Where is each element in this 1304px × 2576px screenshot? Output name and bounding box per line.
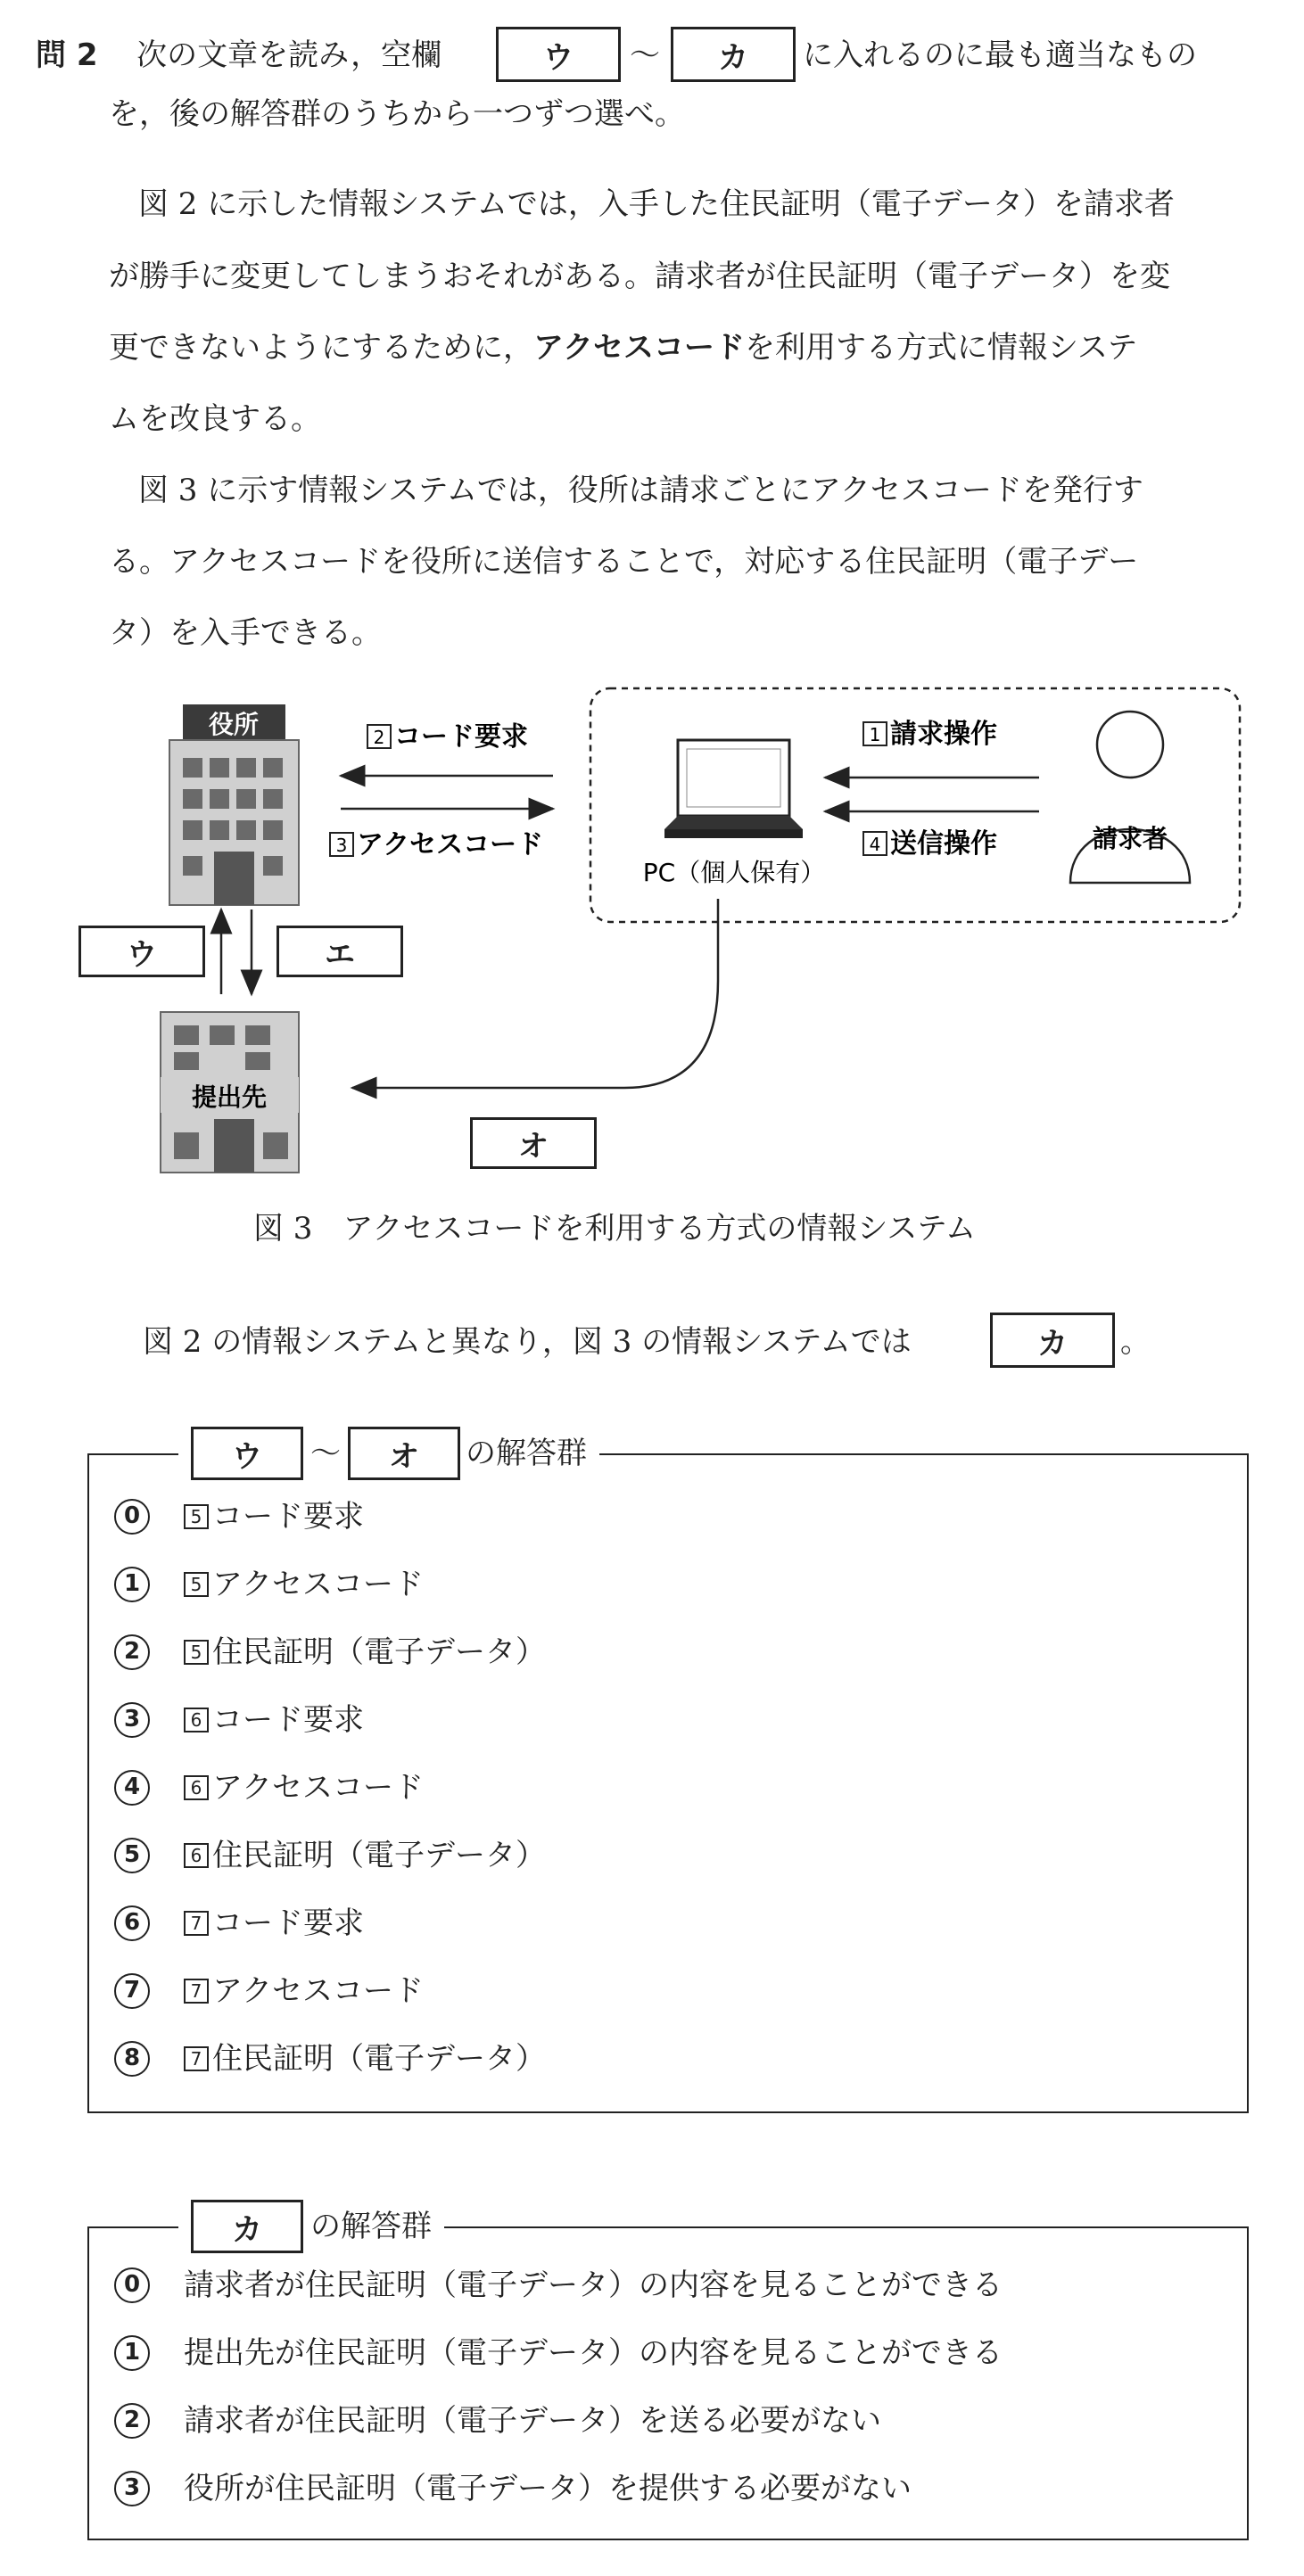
choice-number: 2	[114, 1634, 150, 1670]
choice-text: アクセスコード	[212, 1973, 424, 2009]
step-number-box: 5	[184, 1504, 209, 1529]
question-prompt-b: に入れるのに最も適当なもの	[803, 37, 1197, 73]
para2-line3: タ）を入手できる。	[109, 615, 382, 651]
access-code-term: アクセスコード	[533, 330, 745, 366]
para1-line2: が勝手に変更してしまうおそれがある。請求者が住民証明（電子データ）を変	[109, 259, 1170, 294]
choice-uo-6	[114, 1905, 364, 1941]
question-header	[36, 37, 442, 73]
choice-number: 7	[114, 1973, 150, 2009]
step-number-box: 6	[184, 1843, 209, 1868]
choice-uo-3	[114, 1702, 364, 1738]
tilde: ～	[630, 37, 660, 73]
choices-ka-blank: カ	[191, 2200, 303, 2253]
choices-uo-suffix: の解答群	[466, 1436, 587, 1471]
blank-u-header: ウ	[496, 27, 621, 82]
choice-uo-2	[114, 1634, 546, 1670]
choice-number: 3	[114, 1702, 150, 1738]
choice-number: 0	[114, 2267, 150, 2303]
choice-text: アクセスコード	[212, 1567, 424, 1602]
blank-ka-sentence: カ	[990, 1313, 1115, 1368]
question-label: 問 2	[36, 37, 98, 73]
requester-icon	[1070, 712, 1190, 883]
choice-text: 住民証明（電子データ）	[212, 1838, 546, 1873]
choice-text: コード要求	[212, 1702, 364, 1738]
step2-label: コード要求	[394, 721, 528, 753]
step3-label: アクセスコード	[357, 829, 544, 860]
requester-label: 請求者	[1092, 824, 1168, 853]
choice-number: 1	[114, 1567, 150, 1602]
step1-label: 請求操作	[890, 719, 997, 750]
step-number-box: 7	[184, 2046, 209, 2071]
choice-uo-0	[114, 1499, 364, 1535]
comparison-sentence: 図 2 の情報システムと異なり，図 3 の情報システムでは	[143, 1324, 912, 1360]
choice-ka-1	[114, 2335, 1003, 2371]
step1-num: 1	[869, 724, 881, 745]
blank-e-figure: エ	[276, 926, 403, 977]
choice-uo-4	[114, 1770, 424, 1806]
choice-number: 8	[114, 2041, 150, 2077]
blank-ka-header: カ	[671, 27, 796, 82]
choice-text: コード要求	[212, 1905, 364, 1941]
figure-caption: 図 3 アクセスコードを利用する方式の情報システム	[253, 1211, 977, 1247]
choice-text: 請求者が住民証明（電子データ）を送る必要がない	[184, 2403, 881, 2439]
choices-ka-suffix: の解答群	[310, 2209, 432, 2244]
laptop-icon	[664, 740, 803, 838]
choice-text: 提出先が住民証明（電子データ）の内容を見ることができる	[184, 2335, 1003, 2371]
choice-text: 請求者が住民証明（電子データ）の内容を見ることができる	[184, 2267, 1003, 2303]
choice-ka-2	[114, 2403, 881, 2439]
choice-text: 住民証明（電子データ）	[212, 1634, 546, 1670]
choice-number: 5	[114, 1838, 150, 1873]
question-prompt-a: 次の文章を読み，空欄	[136, 37, 442, 73]
choices-uo-tilde: ～	[310, 1436, 341, 1471]
choice-text: 役所が住民証明（電子データ）を提供する必要がない	[184, 2471, 912, 2506]
blank-u-figure: ウ	[78, 926, 205, 977]
step-number-box: 7	[184, 1979, 209, 2004]
choices-uo-blank-end: オ	[348, 1427, 460, 1480]
step4-label: 送信操作	[890, 828, 997, 860]
choice-uo-7	[114, 1973, 424, 2009]
step-number-box: 5	[184, 1572, 209, 1597]
choices-uo-legend	[178, 1426, 599, 1481]
choice-number: 0	[114, 1499, 150, 1535]
choice-number: 2	[114, 2403, 150, 2439]
submission-label: 提出先	[191, 1082, 268, 1112]
choices-uo-blank-start: ウ	[191, 1427, 303, 1480]
choice-number: 1	[114, 2335, 150, 2371]
pc-label: PC（個人保有）	[642, 858, 826, 887]
step2-num: 2	[373, 727, 385, 748]
choice-ka-0	[114, 2267, 1003, 2303]
step-number-box: 6	[184, 1708, 209, 1732]
choice-number: 4	[114, 1770, 150, 1806]
para1-line3: 更できないようにするために，アクセスコードを利用する方式に情報システ	[109, 330, 1138, 366]
step4-num: 4	[869, 834, 881, 855]
choice-text: アクセスコード	[212, 1770, 424, 1806]
step-number-box: 7	[184, 1911, 209, 1936]
para2-line2: る。アクセスコードを役所に送信することで，対応する住民証明（電子デー	[109, 544, 1139, 580]
arrow-pc-to-submission	[352, 899, 718, 1088]
para2-line1: 図 3 に示す情報システムでは，役所は請求ごとにアクセスコードを発行す	[138, 473, 1143, 508]
para1-line1: 図 2 に示した情報システムでは，入手した住民証明（電子データ）を請求者	[138, 186, 1175, 222]
sentence-end: 。	[1120, 1324, 1151, 1360]
choice-number: 3	[114, 2471, 150, 2506]
blank-o-figure: オ	[470, 1117, 597, 1169]
choice-ka-3	[114, 2471, 912, 2506]
step-number-box: 6	[184, 1775, 209, 1800]
question-prompt-c: を，後の解答群のうちから一つずつ選べ。	[109, 96, 685, 132]
choice-uo-1	[114, 1567, 424, 1602]
choice-uo-8	[114, 2041, 546, 2077]
choice-text: コード要求	[212, 1499, 364, 1535]
para1-line4: ムを改良する。	[109, 401, 321, 437]
step3-num: 3	[335, 835, 348, 856]
choices-ka-legend	[178, 2199, 444, 2254]
choice-text: 住民証明（電子データ）	[212, 2041, 546, 2077]
city-office-label: 役所	[208, 710, 260, 739]
step-number-box: 5	[184, 1640, 209, 1665]
choice-number: 6	[114, 1905, 150, 1941]
choice-uo-5	[114, 1838, 546, 1873]
